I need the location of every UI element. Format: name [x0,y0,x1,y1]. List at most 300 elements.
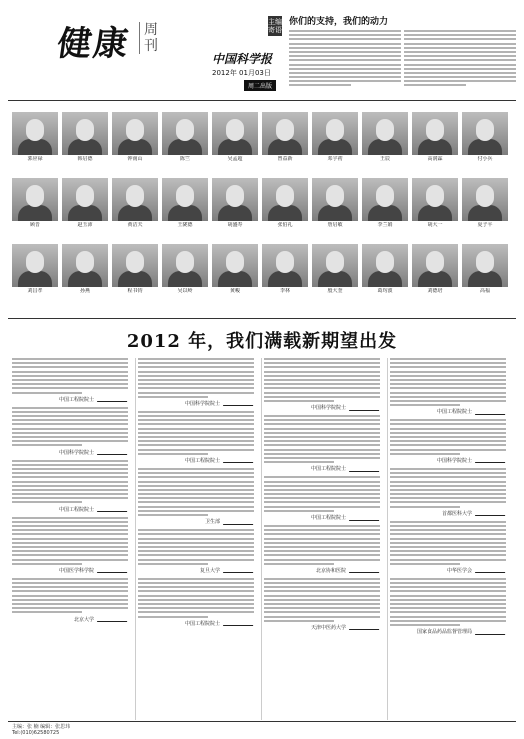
portrait-photo [362,112,408,155]
portrait-photo [162,244,208,287]
text-line [289,72,401,74]
text-line [138,611,254,613]
text-line [138,616,208,618]
text-line [289,76,401,78]
handwritten-signature [475,629,507,635]
handwritten-signature [349,624,381,630]
text-line [289,68,401,70]
portrait-caption: 郭应禄 [27,156,43,162]
editor-message-title: 你们的支持，我们的动力 [289,17,389,27]
portrait-caption: 李兰娟 [377,222,393,228]
portrait [62,112,108,163]
text-line [138,578,254,580]
portrait-caption: 胡大一 [427,222,443,228]
text-line [264,590,380,592]
text-line [138,599,254,601]
portrait [12,112,58,163]
main-headline: 2012 年，我们满载新期望出发 [126,331,398,352]
text-line [12,428,128,430]
portrait [262,178,308,229]
signature-line [390,408,506,417]
handwritten-signature [349,405,381,411]
text-line [264,444,380,446]
text-line [138,514,208,516]
text-line [390,506,460,508]
text-line [390,400,506,402]
portrait-photo [262,244,308,287]
text-line [264,383,380,385]
portrait-photo [12,244,58,287]
text-line [12,375,128,377]
portrait-photo [312,112,358,155]
text-line [138,396,208,398]
text-line [264,510,334,512]
text-line [390,453,460,455]
column-divider [135,358,136,720]
text-line [264,493,380,495]
portrait-photo [112,112,158,155]
portrait-caption: 葛均波 [377,288,393,294]
handwritten-signature [97,449,129,455]
handwritten-signature [349,567,381,573]
portrait-caption: 邓宇初 [327,156,343,162]
portrait [212,178,258,229]
text-line [138,607,254,609]
divider [8,318,516,319]
text-line [264,542,380,544]
text-line [264,428,380,430]
text-line [264,432,380,434]
text-line [138,485,254,487]
text-line [12,538,128,540]
portrait [262,244,308,295]
text-line [264,550,380,552]
text-line [12,517,128,519]
signature-affiliation: 中国医学科学院 [58,567,94,574]
text-line [264,485,380,487]
divider [8,721,516,722]
text-line [264,375,380,377]
signature-affiliation: 北京大学 [73,616,94,623]
text-line [12,603,128,605]
text-line [264,481,380,483]
text-line [12,485,128,487]
text-line [289,47,401,49]
text-line [138,371,254,373]
text-line [138,444,254,446]
text-line [390,501,506,503]
portrait-caption: 胡盛寿 [227,222,243,228]
text-line [404,43,516,45]
portrait-caption: 刘昌孝 [27,288,43,294]
text-line [390,559,506,561]
portrait-photo [462,244,508,287]
portrait-caption: 高福 [479,288,490,294]
text-line [404,30,516,32]
signature-affiliation: 卫生部 [204,519,220,526]
text-line [264,533,380,535]
text-line [264,620,334,622]
signature-line [264,465,380,474]
text-line [264,366,380,368]
text-line [12,423,128,425]
text-line [12,468,128,470]
text-line [264,586,380,588]
text-line [264,371,380,373]
text-line [404,51,516,53]
edition-label: 周二出版 [244,80,276,91]
handwritten-signature [97,506,129,512]
text-line [390,525,506,527]
portrait-caption: 付小兵 [477,156,493,162]
text-line [264,611,380,613]
portrait-photo [212,178,258,221]
handwritten-signature [475,409,507,415]
text-line [404,59,516,61]
newspaper-name: 中国科学报 [212,52,273,66]
portrait-caption: 王陇德 [177,222,193,228]
text-line [138,411,254,413]
text-line [264,436,380,438]
signature-line [12,449,128,458]
text-line [12,481,128,483]
footer-contact: Tel:(010)62580725 [12,730,60,736]
portrait-photo [412,244,458,287]
text-line [264,525,380,527]
text-line [264,489,380,491]
text-line [138,501,254,503]
text-line [138,595,254,597]
portrait-photo [212,244,258,287]
text-line [138,436,254,438]
portrait-caption: 孙燕 [79,288,90,294]
text-line [390,624,460,626]
portrait-caption: 赵玉沛 [77,222,93,228]
text-line [138,546,254,548]
text-line [264,599,380,601]
text-line [138,415,254,417]
signature-affiliation: 复旦大学 [199,567,220,574]
portrait-photo [212,112,258,155]
text-line [390,392,506,394]
text-line [264,497,380,499]
text-line [390,586,506,588]
portrait-caption: 陈竺 [179,156,190,162]
text-line [264,419,380,421]
text-line [138,529,254,531]
text-line [12,533,128,535]
text-line [264,362,380,364]
text-line [12,559,128,561]
text-line [12,444,82,446]
text-line [264,506,380,508]
text-line [264,379,380,381]
portrait-caption: 黄洁夫 [127,222,143,228]
column-divider [261,358,262,720]
text-line [264,607,380,609]
section-subtitle: 周刊 [139,22,162,54]
text-line [289,59,401,61]
signature-affiliation: 中国科学院院士 [58,449,94,456]
text-line [12,419,128,421]
text-line [264,415,380,417]
text-line [12,586,128,588]
text-line [264,453,380,455]
text-line [12,476,128,478]
text-line [390,375,506,377]
text-line [12,546,128,548]
text-line [390,620,506,622]
signature-affiliation: 中华医学会 [446,567,472,574]
text-line [12,432,128,434]
portrait-caption: 黄峻 [229,288,240,294]
article-column [12,358,128,720]
text-line [390,529,506,531]
text-line [390,387,506,389]
text-line [404,55,516,57]
text-line [289,55,401,57]
text-line [264,616,380,618]
text-line [12,489,128,491]
text-line [390,533,506,535]
signature-line [138,400,254,409]
text-line [12,521,128,523]
text-line [138,510,254,512]
portrait-caption: 吴以岭 [177,288,193,294]
signature-line [138,457,254,466]
portrait-photo [312,178,358,221]
text-line [264,476,380,478]
portrait-caption: 刘德培 [427,288,443,294]
text-line [289,34,401,36]
text-line [289,64,401,66]
text-line [138,481,254,483]
portrait [362,178,408,229]
text-line [12,472,128,474]
text-line [390,423,506,425]
text-line [12,611,82,613]
handwritten-signature [475,457,507,463]
handwritten-signature [349,515,381,521]
portrait [462,178,508,229]
portrait-photo [362,244,408,287]
signature-affiliation: 中国科学院院士 [310,405,346,412]
text-line [404,68,516,70]
portrait-photo [262,178,308,221]
footer-editors: 主编：张 楠 编辑：张思玮 [12,724,71,730]
signature-line [390,628,506,637]
text-line [390,546,506,548]
portrait [262,112,308,163]
text-line [390,582,506,584]
text-line [264,501,380,503]
text-line [390,481,506,483]
portrait [312,112,358,163]
signature-affiliation: 中国工程院院士 [436,409,472,416]
text-line [390,485,506,487]
signature-line [390,567,506,576]
text-line [138,542,254,544]
signature-affiliation: 中国工程院院士 [184,457,220,464]
text-line [138,563,208,565]
text-line [390,358,506,360]
text-line [12,595,128,597]
text-line [390,379,506,381]
handwritten-signature [223,620,255,626]
text-line [138,472,254,474]
portrait [112,178,158,229]
text-line [289,51,401,53]
portrait-caption: 曾益新 [277,156,293,162]
text-line [12,362,128,364]
portrait-caption: 吴孟超 [227,156,243,162]
text-line [138,550,254,552]
text-line [12,358,128,360]
text-line [390,362,506,364]
text-line [390,554,506,556]
text-line [390,436,506,438]
portrait [362,244,408,295]
text-line [404,64,516,66]
portrait-caption: 顾晋 [29,222,40,228]
text-line [12,436,128,438]
portrait-photo [312,244,358,287]
signature-line [264,404,380,413]
text-line [12,550,128,552]
text-line [12,366,128,368]
text-line [264,529,380,531]
text-line [390,590,506,592]
text-line [404,34,516,36]
text-line [390,366,506,368]
text-line [264,578,380,580]
portrait [212,112,258,163]
signature-line [138,620,254,629]
portrait-photo [62,244,108,287]
handwritten-signature [97,396,129,402]
text-line [138,379,254,381]
text-line [12,590,128,592]
text-line [12,371,128,373]
text-line [390,493,506,495]
text-line [12,529,128,531]
section-title: 健康 [54,24,133,64]
text-line [12,497,128,499]
portrait [162,244,208,295]
portrait-caption: 韩启德 [77,156,93,162]
portrait-photo [162,112,208,155]
portrait-caption: 夏子平 [477,222,493,228]
text-line [138,362,254,364]
portrait-photo [462,112,508,155]
text-line [138,453,208,455]
signature-line [12,396,128,405]
portrait-caption: 詹启敏 [327,222,343,228]
footer [12,724,70,736]
text-line [390,404,460,406]
handwritten-signature [475,567,507,573]
text-line [390,371,506,373]
portrait [412,244,458,295]
text-line [390,550,506,552]
signature-line [12,616,128,625]
text-line [138,476,254,478]
signature-affiliation: 北京协和医院 [315,567,346,574]
editor-message-text [289,30,401,94]
text-line [390,419,506,421]
signature-affiliation: 首都医科大学 [441,510,472,517]
text-line [289,38,401,40]
text-line [12,542,128,544]
signature-affiliation: 中国工程院院士 [310,466,346,473]
text-line [264,563,334,565]
text-line [390,476,506,478]
text-line [12,387,128,389]
portrait [212,244,258,295]
text-line [264,559,380,561]
text-line [12,440,128,442]
text-line [390,497,506,499]
text-line [12,554,128,556]
portrait-photo [12,178,58,221]
text-line [138,366,254,368]
text-line [289,43,401,45]
portrait [112,112,158,163]
portrait-caption: 钟南山 [127,156,143,162]
portrait-photo [62,112,108,155]
column-divider [387,358,388,720]
portrait [62,178,108,229]
portrait [12,178,58,229]
text-line [138,489,254,491]
text-line [264,387,380,389]
handwritten-signature [223,400,255,406]
article-column [138,358,254,720]
text-line [390,468,506,470]
text-line [404,80,516,82]
masthead [0,0,524,100]
signature-affiliation: 天津中医药大学 [310,624,346,631]
signature-line [264,567,380,576]
text-line [404,76,516,78]
portrait-photo [162,178,208,221]
text-line [138,559,254,561]
text-line [390,449,506,451]
text-line [138,428,254,430]
text-line [390,440,506,442]
text-line [390,542,506,544]
text-line [390,563,460,565]
text-line [12,578,128,580]
text-line [390,432,506,434]
editor-message-tag: 主编寄语 [268,18,282,34]
portrait-photo [262,112,308,155]
text-line [138,582,254,584]
text-line [138,586,254,588]
text-line [138,468,254,470]
text-line [138,493,254,495]
text-line [138,449,254,451]
text-line [138,506,254,508]
signature-affiliation: 中国工程院院士 [58,506,94,513]
text-line [390,607,506,609]
issue-date: 2012年 01月03日 [212,69,271,77]
text-line [12,383,128,385]
handwritten-signature [475,510,507,516]
text-line [264,554,380,556]
handwritten-signature [223,519,255,525]
text-line [390,472,506,474]
